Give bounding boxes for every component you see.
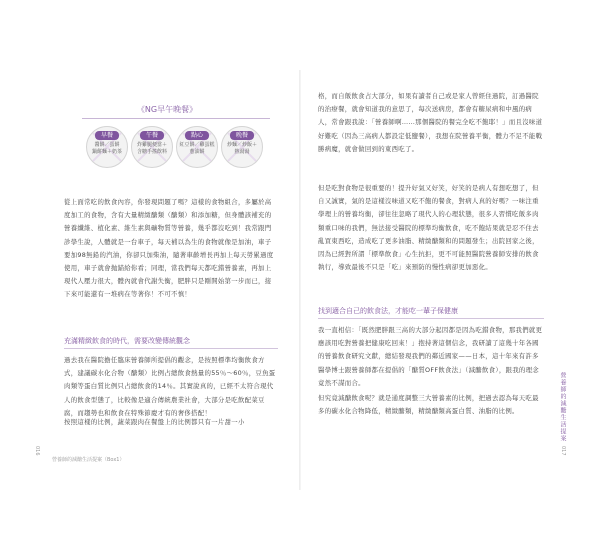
left-paragraph-3: 按照這樣的比例，蔬菜跟肉在餐盤上的比例都只有一片甜一小: [64, 418, 245, 426]
section-heading-left: 充滿精緻飲食的時代，需要改變傳統觀念: [64, 337, 190, 345]
meal-tag: 早餐: [95, 131, 119, 140]
left-paragraph-2: 過去我在醫院擔任臨床營養師所提倡的觀念，是按照標準均衡飲食方式，建議碳水化合物（醣類）比例占總飲食熱量的55％～60％，豆魚蛋肉類等蛋白質比例只占總飲食的14％。其實說真的，已經不太符合現代人的飲食型態了，比較像是適合傳統農業社會，大部分是吃飲配菜豆腐，而趨勢也和飲食在特殊節慶才有的奢侈搭配！: [64, 356, 276, 417]
page-gutter: [299, 70, 301, 490]
right-paragraph-1: 格，而自飯飲食占大部分，如果有讀者自己或是家人曾經住過院，訂過醫院的治療餐，就會知道我的意思了，每次送病房，都會有糖尿病和中風的病人，常會跟我說：「營養師啊……那個醫院的餐完全吃不飽耶！」而且沒味道好難吃（因為三高病人都設定低鹽餐），我想在院營養平衡，體力不足不能戰勝病魔，就會做回到的東西吃了。: [318, 92, 543, 153]
meal-text: 紅豆餅／雞蛋糕 蔥油餅: [179, 142, 215, 155]
meal-text: 醬餅／蛋餅 鍋餅麵＋奶茶: [91, 142, 122, 155]
page-number-right: 017: [560, 446, 566, 456]
section-heading-right: 找到適合自己的飲食法，才能吃一輩子保健康: [318, 307, 458, 315]
right-paragraph-4: 但究竟減醣飲食呢？就是通度調整三大營養素的比例，把過去認為每天吃最多的碳水化合物降低，精緻醣類，精緻醣類高蛋白質、油脂的比例。: [318, 394, 539, 416]
heading-underline: [64, 348, 278, 349]
right-paragraph-2: 但是吃對食物是很重要的！提升好氣又好笑，好笑的是病人有想吃想了，但自又誠實，氣的是這樣沒味道又吃不飽的餐食，對病人真的好嗎？一味注重學理上的營養均衡，卻往往忽略了現代人的心理狀態，很多人習慣吃飯多肉類重口味的我們，無法接受醫院的標準均衡飲食，吃不飽結果就是忍不住去亂買東西吃，造成吃了更多油脂、精緻醣類和的問題發生；出院回家之後，因為已經對所謂「標準飲食」心生抗拒，更不可能照醫院營養師安排的飲食執行，導致最後不只是「吃」來預防的慢性病卻更加惡化。: [318, 184, 539, 272]
meal-text: 炸雞腿便當＋ 含糖手搖飲料: [136, 142, 167, 155]
meal-circle-dinner: [221, 126, 263, 168]
meal-tag: 點心: [185, 131, 209, 140]
right-paragraph-3: 我一直相信：「既然肥胖跟三高的大部分起因都是因為吃錯食物，那我們就更應該用吃對營養把健康吃回來！」抱持著這個信念，我研讀了這幾十年各國的營養飲食研究文獻，總結發現我們的鄰近國家——日本，這十年來有許多醫學博士跟營養師都在提倡的「醣質OFF飲食法」（減醣飲食），跟我的理念竟然不謀而合。: [318, 326, 543, 387]
page-number-left: 016: [34, 446, 40, 456]
meal-circle-lunch: [131, 126, 173, 168]
meal-tag: 晚餐: [230, 131, 254, 140]
footer-left: 營養師的減醣生活提案（Box1）: [52, 457, 125, 463]
meal-text: 炒麵／炒飯＋ 熱湯湯: [226, 142, 257, 155]
title-divider: [82, 118, 270, 119]
heading-underline: [318, 318, 544, 319]
meal-tag: 午餐: [140, 131, 164, 140]
meal-circle-breakfast: [86, 126, 128, 168]
ng-meals-title: 《NG早午晚餐》: [136, 105, 198, 114]
left-paragraph-1: 從上面常吃的飲食內容，你發現問題了嗎？這樣的食物組合，多屬於高度加工的食物，含有大量精緻醣類（醣類）和添加糖，但身體該補充的營養纖維、植化素、維生素與礦物質等營養，幾乎都沒吃到！我常跟門診學生說，人體就是一台車子，每天補以為生的食物就像是加油，車子要加98無鉛的汽油，你卻只加柴油，隨著車齡增長再加上每天勞累過度使用，車子就會抛錨給你看；同理，當我們每天都吃錯營養素，再加上現代人壓力很大，體內就會代謝失衡，肥胖只是剛開始第一步而已，接下來可能還有一堆病在等著你！不可不慎！: [64, 198, 274, 299]
meal-circle-snack: [176, 126, 218, 168]
running-title-right: 營養師的減醣生活提案: [559, 372, 566, 442]
